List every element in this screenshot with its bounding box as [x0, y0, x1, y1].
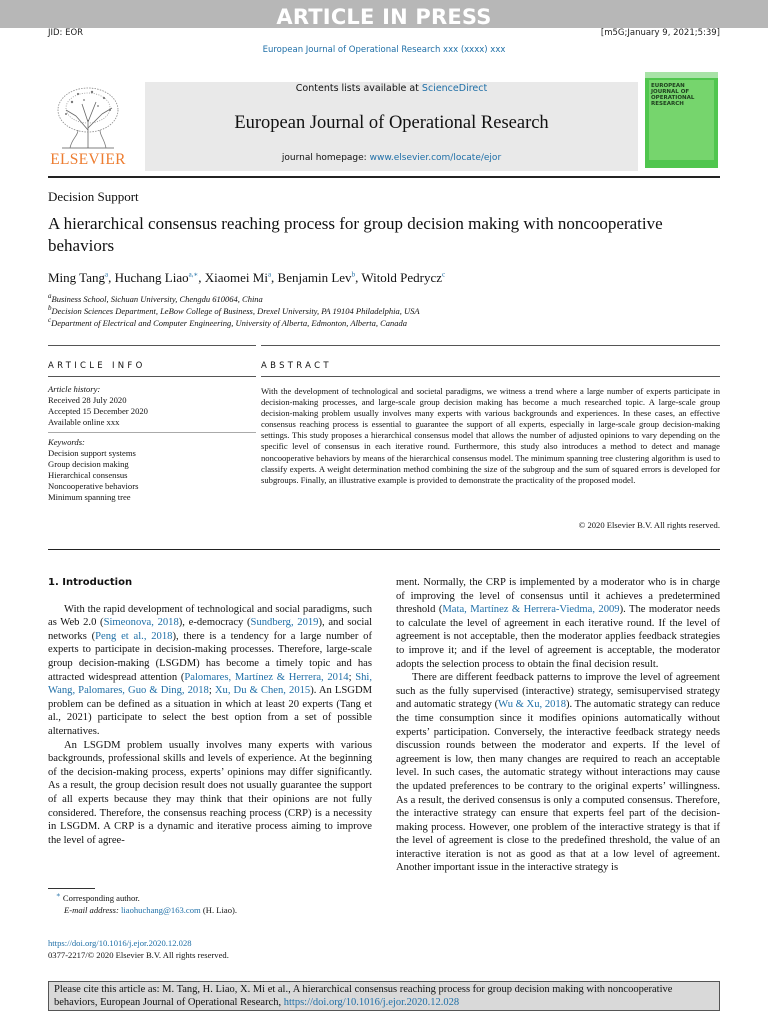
section-label: Decision Support: [48, 189, 139, 204]
divider: [48, 432, 256, 433]
abstract-heading: ABSTRACT: [261, 361, 332, 371]
author-name[interactable]: Benjamin Lev: [277, 270, 352, 285]
divider: [261, 376, 720, 377]
contents-prefix: Contents lists available at: [295, 83, 422, 94]
history-label: Article history:: [48, 384, 101, 394]
author-mark[interactable]: a,∗: [188, 270, 199, 279]
text-run: ), and social networks (: [48, 617, 373, 642]
text-run: ), there is a tendency for a large number of experts to participate in decision-making processes. Therefore, large-scale group decision-making (LSGDM) has become a timely topic and has attracted widespread attention (: [48, 630, 372, 683]
history-accepted: Accepted 15 December 2020: [48, 406, 148, 416]
author-name[interactable]: Witold Pedrycz: [361, 270, 443, 285]
abstract-text: With the development of technological and societal paradigms, we witness a trend where a large number of experts participate in decision-making processes, and large-scale group decision making has become a much researched topic. A large-scale group decision-making problem usually involves many experts with various backgrounds and experiences. In these cases, an effective consensus reaching process is essential to guarantee the support of all experts, especially in large-scale group decision-making settings. This study proposes a hierarchical consensus model that allows the number of adjusted opinions to vary depending on the specific level of consensus in each iterative round. Furthermore, this study also introduces a method to detect and manage noncooperative behaviors by means of the hierarchical consensus model. The minimum spanning tree clustering algorithm is used to classify experts. A weight determination method combining the size of the subgroup and the sum of squared errors is developed for subgroups. Finally, an illustrative example is provided to demonstrate the practicality of the proposed model.: [261, 386, 720, 485]
keyword: Group decision making: [48, 459, 129, 469]
affiliation-b: [48, 306, 420, 317]
citation-text: Please cite this article as: M. Tang, H. Liao, X. Mi et al., A hierarchical consensus reaching process for group decision making with noncooperative behaviors, European Journal of Operational Research,: [54, 984, 673, 1009]
journal-title: European Journal of Operational Research: [234, 113, 549, 133]
sciencedirect-link[interactable]: ScienceDirect: [421, 83, 488, 94]
text-run: There are different feedback patterns to improve the level of agreement such as the fully supervised (interactive) strategy, semisupervised strategy and automatic strategy (: [396, 672, 720, 711]
affiliation-text: Decision Sciences Department, LeBow College of Business, Drexel University, PA 19104 Philadelphia, USA: [51, 306, 420, 316]
author-name[interactable]: Huchang Liao: [114, 270, 189, 285]
paper-title: A hierarchical consensus reaching process for group decision making with noncooperative behaviors: [48, 214, 663, 255]
copyright: © 2020 Elsevier B.V. All rights reserved.: [578, 520, 720, 530]
footnote-divider: [48, 888, 95, 889]
paragraph: [396, 576, 720, 671]
author-mark[interactable]: c: [442, 270, 446, 279]
citation-box: [48, 981, 720, 1011]
author-mark[interactable]: a: [267, 270, 272, 279]
citation-link[interactable]: Xu, Du & Chen, 2015: [214, 685, 311, 697]
text-run: ;: [348, 671, 356, 683]
citation-link[interactable]: Peng et al., 2018: [95, 630, 173, 642]
author-mark[interactable]: b: [351, 270, 356, 279]
cover-stripe: [645, 72, 718, 78]
footnote-text: Corresponding author.: [62, 893, 140, 903]
affiliation-text: Business School, Sichuan University, Chengdu 610064, China: [51, 294, 263, 304]
email-suffix: (H. Liao).: [200, 905, 238, 915]
corresponding-author-note: [56, 893, 140, 903]
affiliation-mark: c: [48, 316, 52, 325]
text-run: ). The moderator needs to calculate the level of agreement in each iterative round. If the level of agreement is not acceptable, then the moderator applies feedback strategies to improve it; and if the level of agreement is acceptable, the moderator adopts the selection process to obtain the final decision result.: [396, 604, 721, 670]
citation-link[interactable]: Sundberg, 2019: [250, 617, 319, 629]
homepage-link[interactable]: www.elsevier.com/locate/ejor: [369, 153, 502, 163]
affiliation-a: [48, 294, 263, 305]
banner-text: ARTICLE IN PRESS: [276, 5, 492, 29]
citation-link[interactable]: Wu & Xu, 2018: [498, 699, 567, 711]
email-link[interactable]: liaohuchang@163.com: [120, 905, 201, 915]
journal-reference[interactable]: European Journal of Operational Research xxx (xxxx) xxx: [262, 45, 506, 55]
divider: [261, 345, 720, 346]
text-run: ;: [208, 685, 215, 697]
keywords-label: Keywords:: [48, 437, 85, 447]
doi-link[interactable]: https://doi.org/10.1016/j.ejor.2020.12.028: [48, 938, 192, 948]
body-column-left: [48, 576, 372, 847]
text-run: ), e-democracy (: [178, 617, 251, 629]
journal-cover-icon[interactable]: [645, 72, 718, 168]
divider: [48, 549, 720, 550]
author-list: Ming Tang$^a$, Huchang Liao$^{a,∗}$, Xiaomei Mi$^a$, Benjamin Lev$^b$, Witold Pedrycz$^c$: [48, 270, 446, 285]
text-run: ). The automatic strategy can reduce the time consumption since it modifies opinions automatically without experts’ participation. Conversely, the interactive feedback strategy needs discussion rounds between the moderator and experts. If the level of agreement is low, then many changes are required to reach an acceptable level. In such cases, the automatic strategy without interactions may cause the updated preferences to be contrary to the original experts’ willingness. As a result, the derived consensus is only a computed consensus. Therefore, the interactive strategy can ensure that experts feel part of the decision-making process. However, one problem of the interactive strategy is that if the level of agreement is close to the predefined threshold, the value of an interactive iteration is not as good as that at a low level of agreement. Another important issue in the interactive strategy is: [396, 699, 721, 874]
citation-link[interactable]: Shi, Wang, Palomares, Guo & Ding, 2018: [48, 671, 372, 697]
text-run: With the rapid development of technological and social paradigms, such as Web 2.0 (: [48, 603, 372, 629]
affiliation-mark: b: [48, 304, 52, 313]
author-mark[interactable]: a: [105, 270, 109, 279]
citation-doi-link[interactable]: https://doi.org/10.1016/j.ejor.2020.12.028: [283, 997, 460, 1009]
journal-homepage: [145, 153, 638, 163]
history-received: Received 28 July 2020: [48, 395, 127, 405]
timestamp: [m5G;January 9, 2021;5:39]: [600, 28, 720, 38]
affiliation-c: [48, 318, 407, 329]
header-divider: [48, 176, 720, 178]
article-info-heading: ARTICLE INFO: [48, 361, 146, 371]
keyword: Noncooperative behaviors: [48, 481, 139, 491]
body-column-right: [396, 576, 720, 875]
issn: 0377-2217/© 2020 Elsevier B.V. All rights reserved.: [48, 950, 229, 960]
section-heading-introduction: 1. Introduction: [48, 577, 133, 588]
email-note: [64, 905, 237, 915]
divider: [48, 376, 256, 377]
author-name[interactable]: Ming Tang: [48, 270, 105, 285]
keyword: Decision support systems: [48, 448, 136, 458]
author-name[interactable]: Xiaomei Mi: [204, 270, 268, 285]
citation-link[interactable]: Simeonova, 2018: [103, 617, 179, 629]
elsevier-wordmark: ELSEVIER: [50, 151, 126, 168]
divider: [48, 345, 256, 346]
contents-line: [145, 82, 638, 95]
affiliation-text: Department of Electrical and Computer Engineering, University of Alberta, Edmonton, Alberta, Canada: [51, 318, 408, 328]
paragraph: [396, 671, 720, 875]
journal-id: JID: EOR: [48, 28, 84, 38]
affiliation-mark: a: [48, 292, 52, 301]
paragraph: An LSGDM problem usually involves many experts with various backgrounds, professional skills and levels of experience. At the beginning of the decision-making process, experts’ opinions may differ significantly. As a result, the group decision result does not usually guarantee the support of all experts because they may think that their opinions are not fully considered. Therefore, the consensus reaching process (CRP) is a necessity in LSGDM. A CRP is a dynamic and iterative process aiming to improve the level of agree-: [48, 739, 372, 846]
text-run: ). An LSGDM problem can be defined as a situation in which at least 20 experts (Tang et al., 2021) participate to select the best option from a set of possible alternatives.: [48, 685, 373, 737]
keyword: Minimum spanning tree: [48, 492, 131, 502]
citation-link[interactable]: Mata, Martínez & Herrera-Viedma, 2009: [442, 604, 620, 616]
footnote-mark: ∗: [56, 891, 61, 900]
citation-link[interactable]: Palomares, Martínez & Herrera, 2014: [184, 671, 349, 683]
paragraph: [48, 603, 372, 739]
keyword: Hierarchical consensus: [48, 470, 128, 480]
text-run: ment. Normally, the CRP is implemented by a moderator who is in charge of improving the level of consensus until it achieves a predetermined threshold (: [396, 577, 720, 616]
homepage-prefix: journal homepage:: [281, 153, 370, 163]
email-label: E-mail address:: [64, 905, 119, 915]
history-online: Available online xxx: [48, 417, 120, 427]
cover-title: EUROPEAN JOURNAL OF OPERATIONAL RESEARCH: [651, 83, 695, 107]
